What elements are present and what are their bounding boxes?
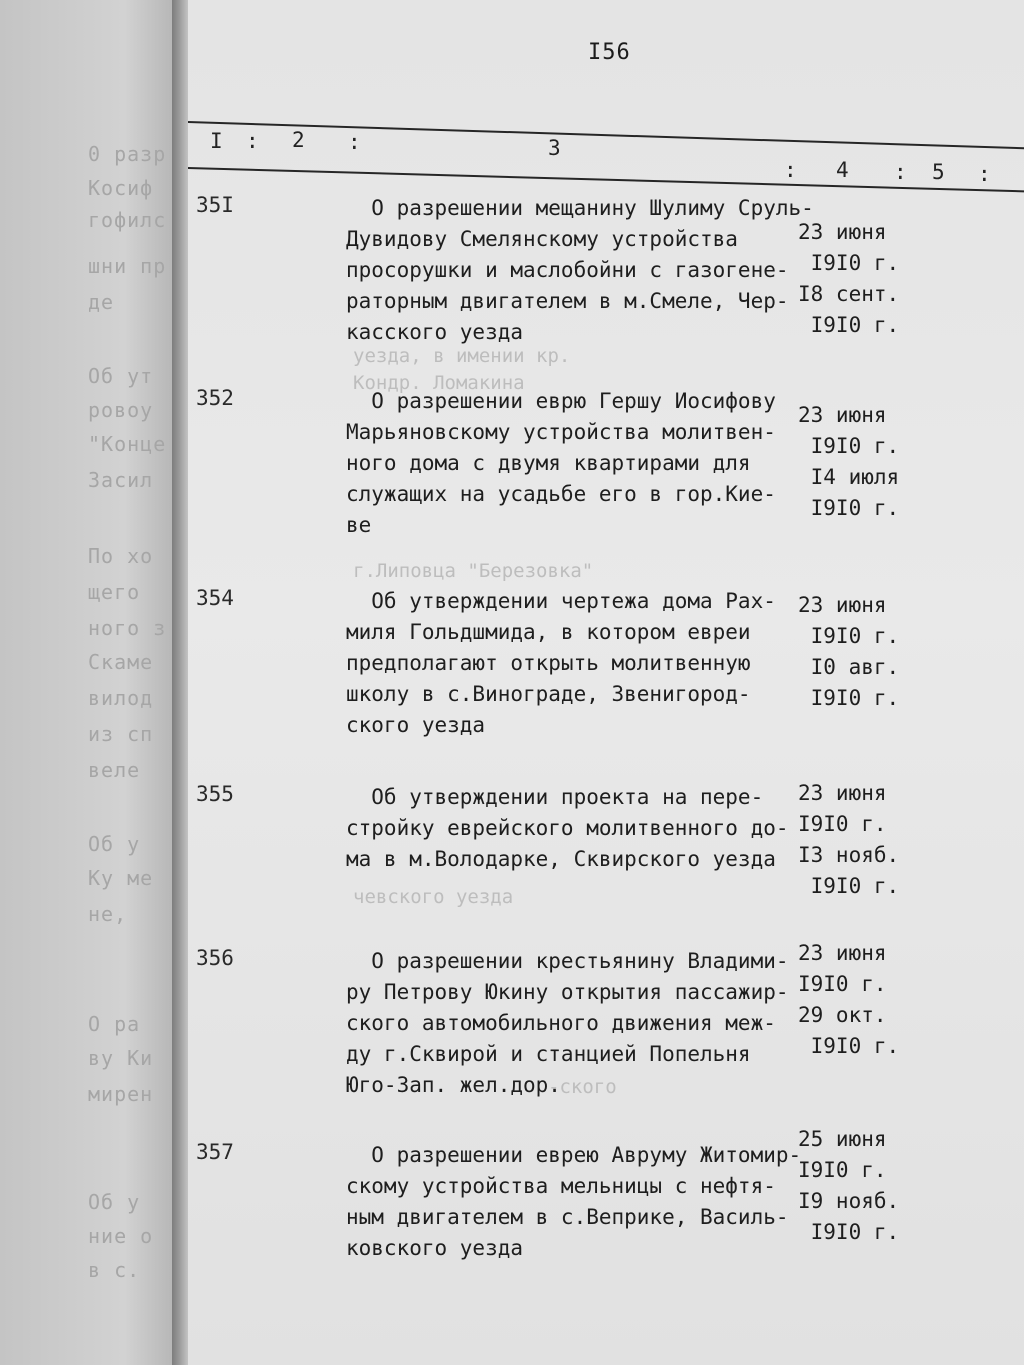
- header-top-rule: [188, 121, 1024, 149]
- column-separator: :: [894, 160, 907, 184]
- page-number: I56: [588, 40, 631, 65]
- entry-dates: 23 июня I9I0 г. I0 авг. I9I0 г.: [798, 593, 900, 710]
- entry-dates: 23 июня I9I0 г. 29 окт. I9I0 г.: [798, 941, 900, 1058]
- column-header-1: I: [210, 129, 223, 153]
- column-separator: :: [784, 158, 797, 182]
- entry-dates: 25 июня I9I0 г. I9 нояб. I9I0 г.: [798, 1127, 900, 1244]
- entry-dates: 23 июня I9I0 г. I4 июля I9I0 г.: [798, 403, 900, 520]
- column-header-3: 3: [548, 136, 561, 160]
- column-header-4: 4: [836, 158, 849, 182]
- entry-number: 357: [196, 1140, 234, 1164]
- entry-number: 354: [196, 586, 234, 610]
- column-header-5: 5: [932, 160, 945, 184]
- entry-description: О разрешении еврю Гершу Иосифову Марьяновскому устройства молитвен- ного дома с двумя квартирами для служащих на усадьбе его в гор.Кие- ве: [346, 389, 776, 537]
- column-header-2: 2: [292, 128, 305, 152]
- column-separator: :: [978, 162, 991, 186]
- entry-description: Об утверждении чертежа дома Рах- миля Гольдшмида, в котором евреи предполагают открыть молитвенную школу в с.Винограде, Звенигород- ского уезда: [346, 589, 776, 737]
- bleed-through: уезда, в имении кр.: [353, 345, 571, 367]
- entry-number: 356: [196, 946, 234, 970]
- entry-description: Об утверждении проекта на пере- стройку еврейского молитвенного до- ма в м.Володарке, Сквирского уезда: [346, 785, 789, 871]
- entry-dates: 23 июня I9I0 г. I8 сент. I9I0 г.: [798, 220, 900, 337]
- entry-number: 352: [196, 386, 234, 410]
- bleed-through: г.Липовца "Березовка": [353, 560, 594, 582]
- entry-number: 355: [196, 782, 234, 806]
- entry-description: О разрешении крестьянину Владими- ру Петрову Юкину открытия пассажир- ского автомобильного движения меж- ду г.Сквирой и станцией Попельня Юго-Зап. жел.дор.: [346, 949, 789, 1097]
- column-separator: :: [348, 130, 361, 154]
- bleed-through: Кондр. Ломакина: [353, 372, 525, 394]
- bleed-through: чевского уезда: [353, 886, 514, 908]
- facing-page: 0 разр Косиф гофилс шни пр де Об ут ровоу "Конце Засил По хо щего ного з Скаме вилод из сп веле Об у Ку ме не, О ра ву Ки мирен Об у ние о в с.: [0, 0, 178, 1365]
- entry-number: 35I: [196, 193, 234, 217]
- entry-dates: 23 июня I9I0 г. I3 нояб. I9I0 г.: [798, 781, 900, 898]
- column-separator: :: [246, 129, 259, 153]
- bleed-through: -ского: [548, 1076, 617, 1098]
- entry-description: О разрешении мещанину Шулиму Сруль- Дувидову Смелянскому устройства просорушки и маслобойни с газогене- раторным двигателем в м.Смеле, Чер- касского уезда: [346, 196, 814, 344]
- document-page: [188, 0, 1024, 1365]
- entry-description: О разрешении еврею Авруму Житомир- скому устройства мельницы с нефтя- ным двигателем в с.Веприке, Василь- ковского уезда: [346, 1143, 802, 1260]
